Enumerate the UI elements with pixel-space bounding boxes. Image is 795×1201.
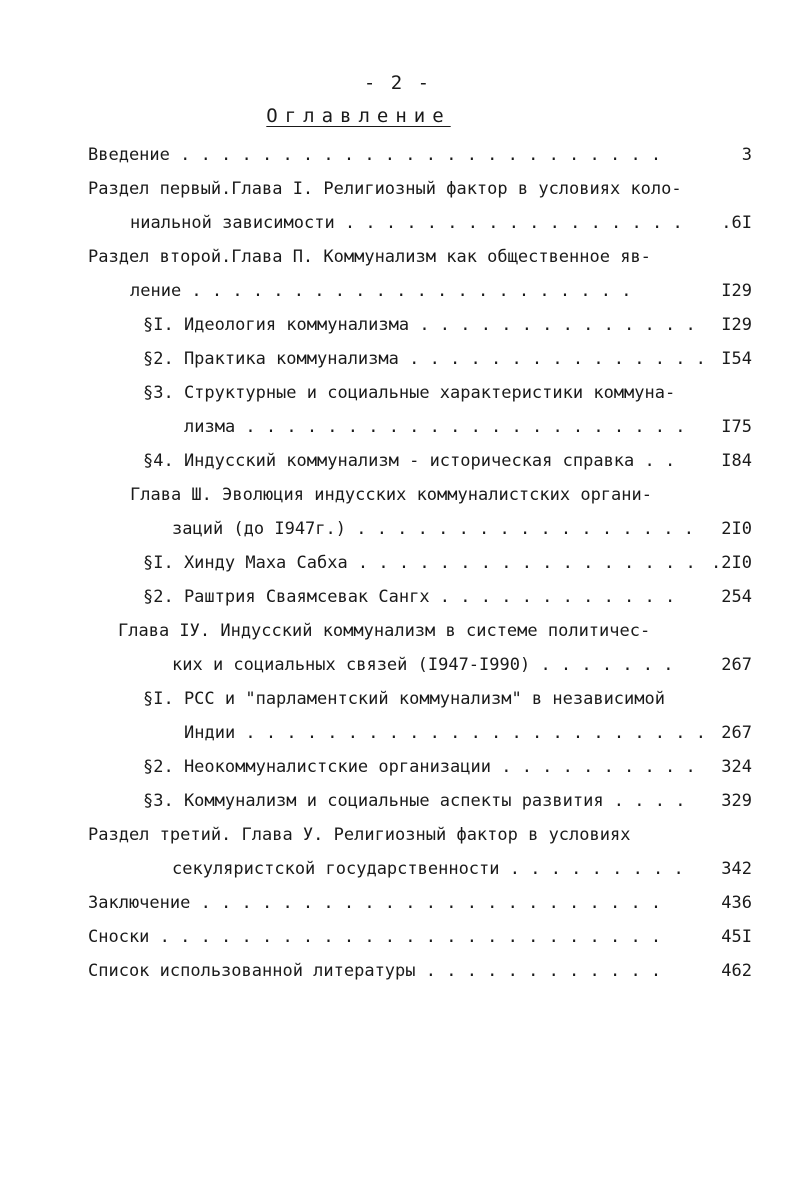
toc-entry xyxy=(88,925,752,949)
toc-entry xyxy=(172,517,752,541)
toc-entry xyxy=(130,279,752,303)
toc-entry xyxy=(143,551,752,575)
toc-entry xyxy=(88,823,752,847)
toc-entry-page: 436 xyxy=(721,893,752,913)
toc-entry-text: Раздел второй.Глава П. Коммунализм как общественное яв- xyxy=(88,247,651,267)
toc-entry-page: I75 xyxy=(721,417,752,437)
toc-entry xyxy=(143,789,752,813)
toc-entry xyxy=(172,857,752,881)
toc-entry xyxy=(88,959,752,983)
toc-entry-page: 267 xyxy=(721,723,752,743)
toc-entry xyxy=(118,619,752,643)
toc-entry-text: Заключение . . . . . . . . . . . . . . . . . . . . . . . xyxy=(88,893,662,913)
toc-entry-page: 267 xyxy=(721,655,752,675)
toc-entry-text: Глава IУ. Индусский коммунализм в системе политичес- xyxy=(118,621,651,641)
toc-entry-text: ких и социальных связей (I947-I990) . . . . . . . xyxy=(172,655,674,675)
toc-entry-text: §2. Практика коммунализма . . . . . . . . . . . . . . . xyxy=(143,349,706,369)
toc-entry-page: I84 xyxy=(721,451,752,471)
toc-entry-text: ниальной зависимости . . . . . . . . . . . . . . . . . xyxy=(130,213,683,233)
toc-entry-page: 342 xyxy=(721,859,752,879)
toc-entry xyxy=(88,245,752,269)
toc-entry xyxy=(143,381,752,405)
toc-entry-text: Глава Ш. Эволюция индусских коммуналистских органи- xyxy=(130,485,652,505)
toc-entry-text: §I. Идеология коммунализма . . . . . . . . . . . . . . xyxy=(143,315,696,335)
toc-entry-text: Индии . . . . . . . . . . . . . . . . . . . . . . . xyxy=(184,723,706,743)
toc-entry-text: Список использованной литературы . . . . . . . . . . . . xyxy=(88,961,662,981)
toc-entry-page: 324 xyxy=(721,757,752,777)
page-number: - 2 - xyxy=(363,72,432,94)
toc-entry-text: ление . . . . . . . . . . . . . . . . . . . . . . xyxy=(130,281,632,301)
toc-entry-text: Раздел третий. Глава У. Религиозный фактор в условиях xyxy=(88,825,631,845)
toc-entry xyxy=(88,891,752,915)
page-title xyxy=(0,105,717,127)
toc-entry-text: §2. Раштрия Сваямсевак Сангх . . . . . . . . . . . . xyxy=(143,587,676,607)
toc-entry-text: §2. Неокоммуналистские организации . . . . . . . . . . xyxy=(143,757,696,777)
toc-entry-page: 2I0 xyxy=(721,519,752,539)
toc-entry xyxy=(88,177,752,201)
toc-entry-text: Сноски . . . . . . . . . . . . . . . . . . . . . . . . . xyxy=(88,927,662,947)
toc-entry-page: .6I xyxy=(721,213,752,233)
toc-entry-text: Введение . . . . . . . . . . . . . . . . . . . . . . . . xyxy=(88,145,662,165)
page-title-text: Оглавление xyxy=(266,105,451,127)
toc-entry xyxy=(143,755,752,779)
toc-entry-page: 254 xyxy=(721,587,752,607)
toc-entry xyxy=(184,415,752,439)
toc-entry-text: лизма . . . . . . . . . . . . . . . . . . . . . . xyxy=(184,417,686,437)
toc-entry-page: I29 xyxy=(721,281,752,301)
toc-entry-text: §I. РСС и "парламентский коммунализм" в независимой xyxy=(143,689,665,709)
toc-entry-page: 329 xyxy=(721,791,752,811)
toc-entry xyxy=(88,143,752,167)
toc-entry-page: 462 xyxy=(721,961,752,981)
toc-entry-page: I54 xyxy=(721,349,752,369)
toc-entry xyxy=(143,449,752,473)
toc-entry-text: §4. Индусский коммунализм - историческая справка . . xyxy=(143,451,676,471)
toc-entry xyxy=(143,585,752,609)
toc-entry xyxy=(143,313,752,337)
toc-entry-page: 45I xyxy=(721,927,752,947)
toc-entry xyxy=(130,211,752,235)
toc-entry-text: заций (до I947г.) . . . . . . . . . . . . . . . . . xyxy=(172,519,694,539)
toc-entry-page: I29 xyxy=(721,315,752,335)
toc-entry-text: §3. Структурные и социальные характеристики коммуна- xyxy=(143,383,676,403)
toc-entry xyxy=(130,483,752,507)
toc-entry-text: §3. Коммунализм и социальные аспекты развития . . . . xyxy=(143,791,686,811)
toc-entry-text: §I. Хинду Маха Сабха . . . . . . . . . . . . . . . . . xyxy=(143,553,696,573)
toc-entry xyxy=(172,653,752,677)
toc-entry-page: .2I0 xyxy=(711,553,752,573)
toc-entry-text: Раздел первый.Глава I. Религиозный фактор в условиях коло- xyxy=(88,179,682,199)
toc-entry xyxy=(184,721,752,745)
toc-entry xyxy=(143,687,752,711)
toc-entry xyxy=(143,347,752,371)
toc-entry-page: 3 xyxy=(741,145,752,165)
toc-entry-text: секуляристской государственности . . . . . . . . . xyxy=(172,859,684,879)
